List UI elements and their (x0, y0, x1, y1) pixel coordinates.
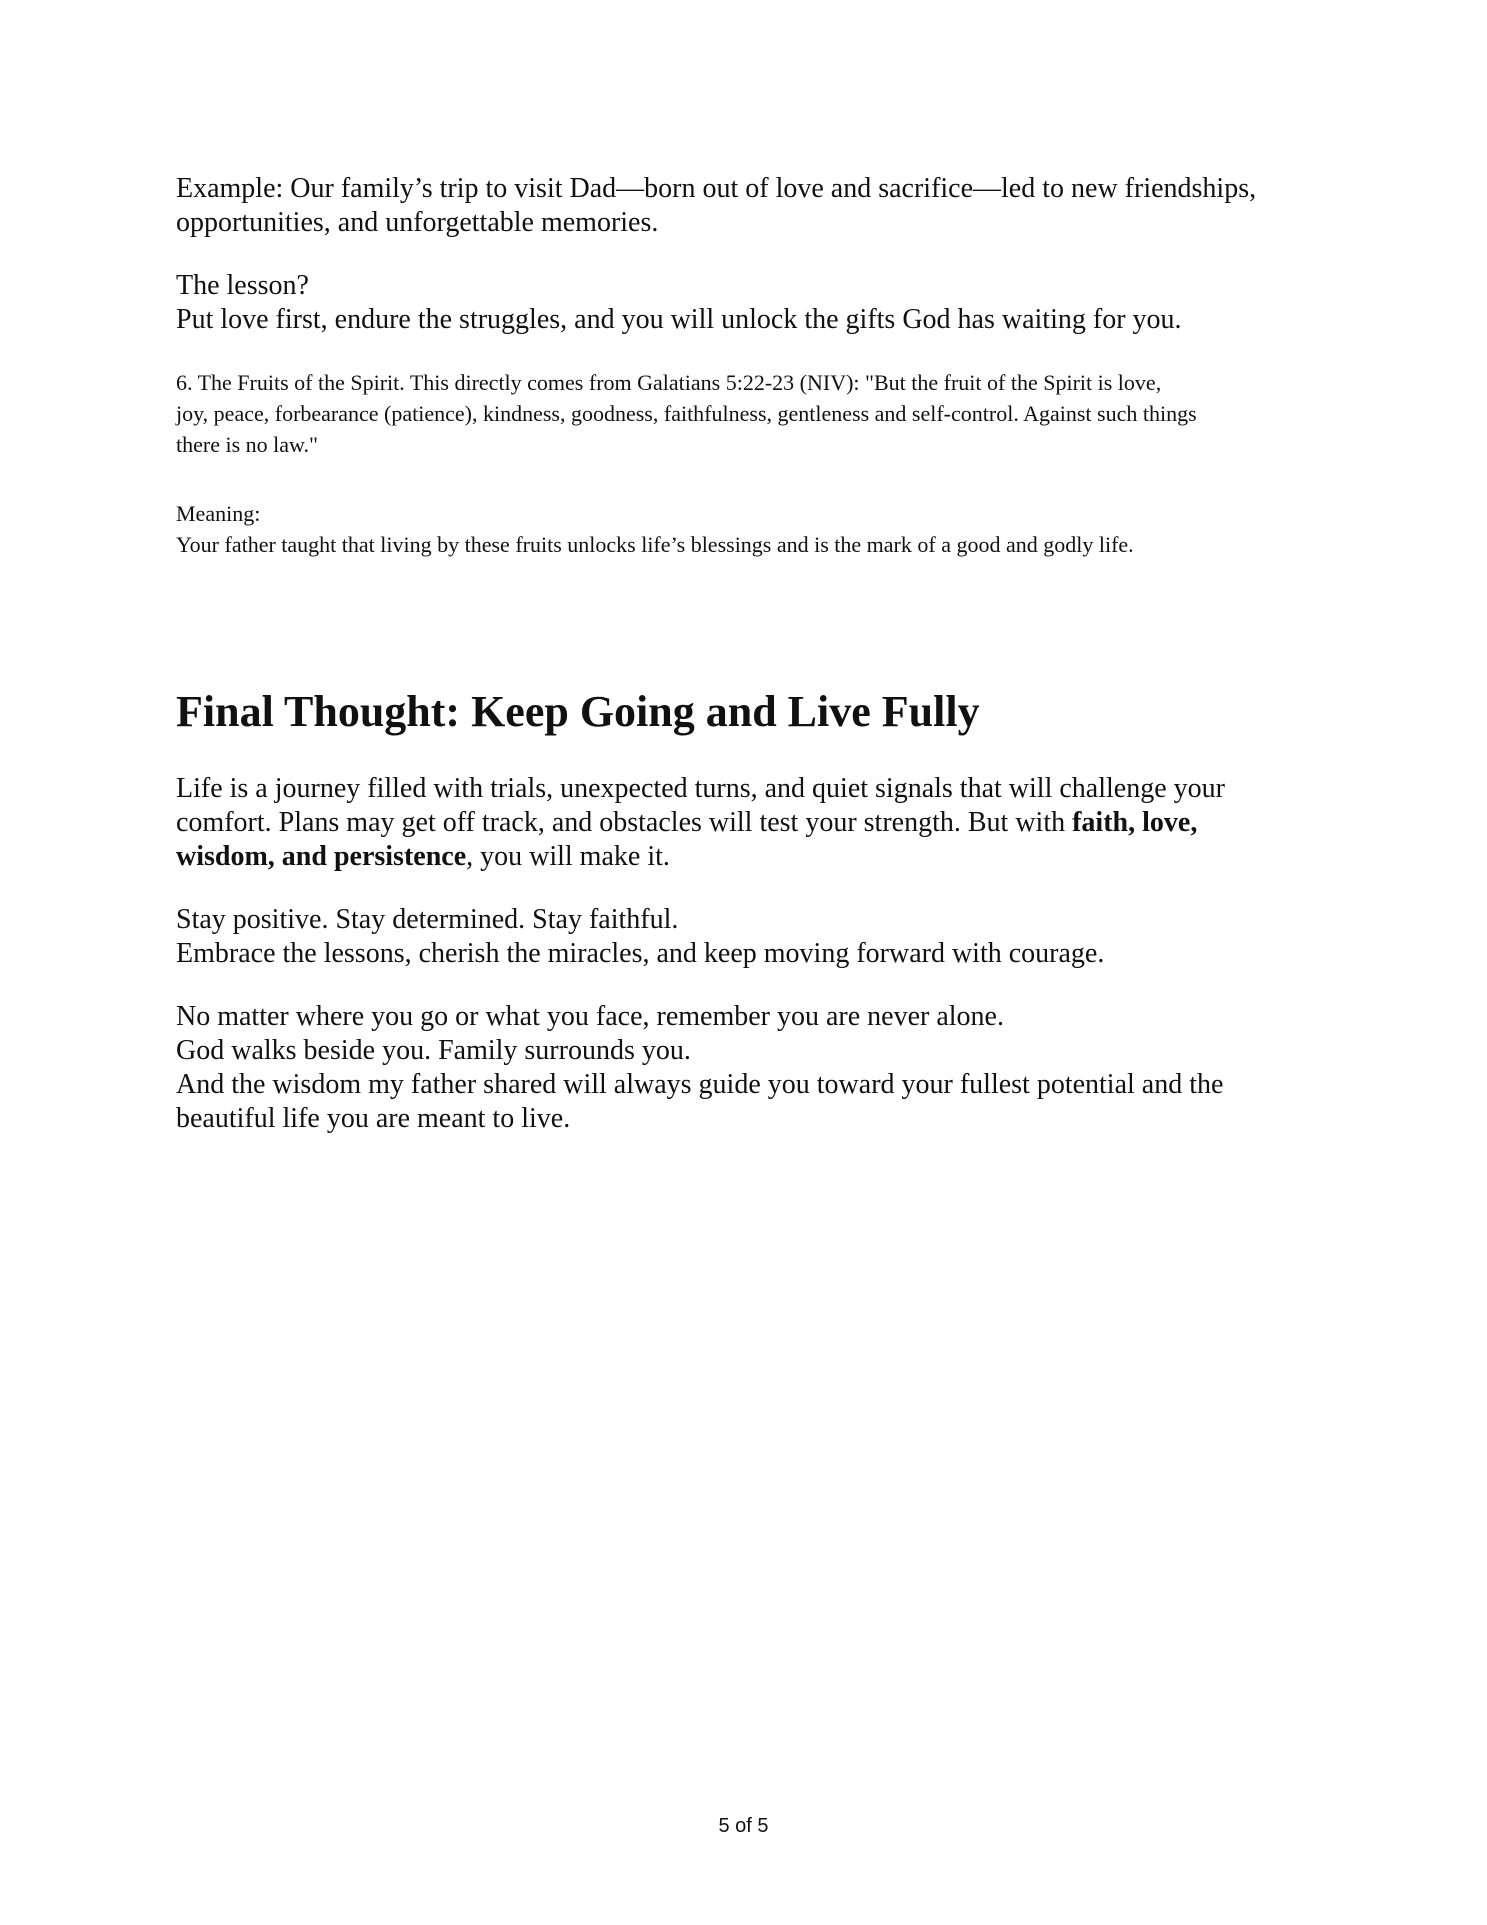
stay-line-2: Embrace the lessons, cherish the miracles, and keep moving forward with courage. (176, 938, 1105, 969)
never-alone-paragraph (176, 1000, 1326, 1136)
fruits-line-2: joy, peace, forbearance (patience), kindness, goodness, faithfulness, gentleness and self-control. Against such things (176, 401, 1197, 426)
life-line-2 (176, 806, 1326, 840)
stay-line-1: Stay positive. Stay determined. Stay faithful. (176, 904, 679, 935)
meaning-text: Your father taught that living by these fruits unlocks life’s blessings and is the mark of a good and godly life. (176, 532, 1134, 557)
final-thought-heading: Final Thought: Keep Going and Live Fully (176, 687, 980, 736)
fruits-line-1: 6. The Fruits of the Spirit. This directly comes from Galatians 5:22-23 (NIV): "But the fruit of the Spirit is love, (176, 370, 1162, 395)
life-line-1: Life is a journey filled with trials, unexpected turns, and quiet signals that will challenge your (176, 773, 1225, 804)
lesson-question: The lesson? (176, 270, 309, 301)
life-line-2-bold: faith, love, (1072, 807, 1198, 838)
life-line-3-text: , you will make it. (466, 841, 670, 872)
life-line-3 (176, 840, 1326, 874)
matter-line-3: And the wisdom my father shared will always guide you toward your fullest potential and the (176, 1069, 1224, 1100)
fruits-line-3: there is no law." (176, 432, 318, 457)
page-number: 5 of 5 (718, 1815, 769, 1837)
page-content (176, 172, 1326, 1136)
stay-paragraph (176, 903, 1326, 971)
meaning-label: Meaning: (176, 501, 261, 526)
example-line-2: opportunities, and unforgettable memories. (176, 207, 659, 238)
matter-line-1: No matter where you go or what you face, remember you are never alone. (176, 1001, 1004, 1032)
matter-line-4: beautiful life you are meant to live. (176, 1103, 571, 1134)
matter-line-2: God walks beside you. Family surrounds you. (176, 1035, 691, 1066)
lesson-answer: Put love first, endure the struggles, and you will unlock the gifts God has waiting for you. (176, 304, 1182, 335)
fruits-of-spirit-paragraph (176, 367, 1326, 460)
example-paragraph (176, 172, 1326, 240)
meaning-paragraph (176, 498, 1326, 560)
life-line-2-text: comfort. Plans may get off track, and obstacles will test your strength. But with (176, 807, 1073, 838)
life-journey-paragraph (176, 772, 1326, 874)
example-line-1: Example: Our family’s trip to visit Dad—born out of love and sacrifice—led to new friendships, (176, 173, 1257, 204)
life-line-3-bold: wisdom, and persistence (176, 841, 467, 872)
lesson-paragraph (176, 269, 1326, 337)
